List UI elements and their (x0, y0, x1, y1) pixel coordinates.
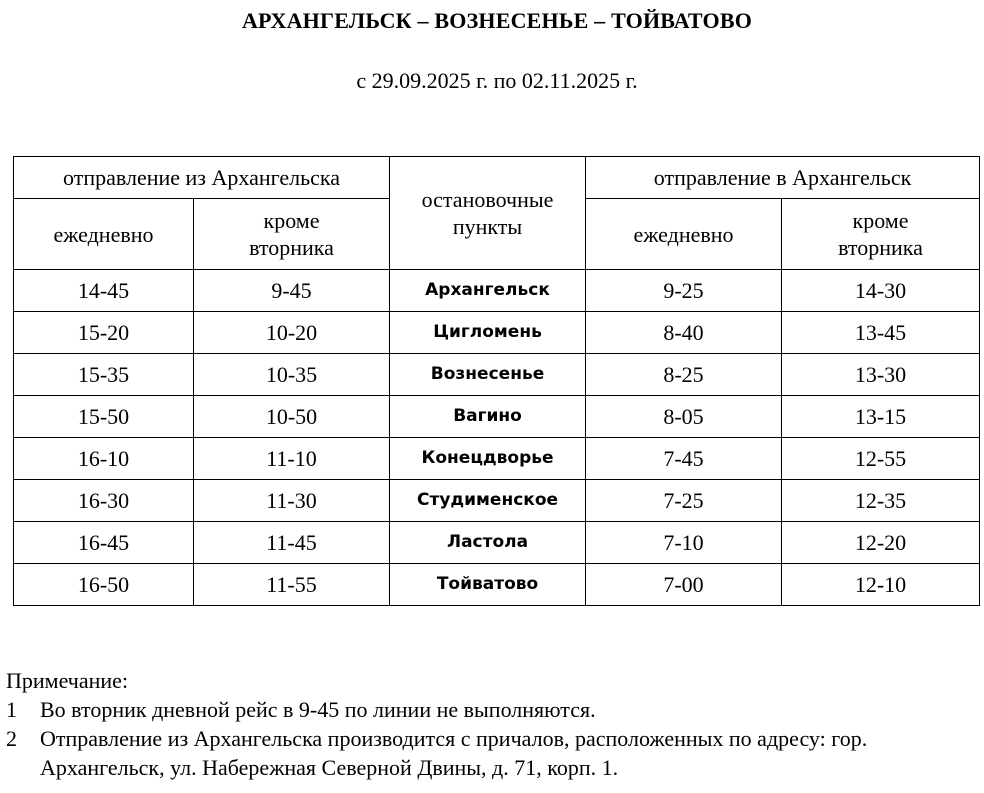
from-daily-time: 15-50 (14, 396, 194, 438)
schedule-body (14, 157, 980, 606)
to-except-tuesday-time: 12-35 (782, 480, 980, 522)
page-title: АРХАНГЕЛЬСК – ВОЗНЕСЕНЬЕ – ТОЙВАТОВО (241, 8, 753, 33)
from-except-tuesday-header: кроме вторника (194, 199, 390, 270)
to-except-tuesday-time: 12-10 (782, 564, 980, 606)
to-except-tuesday-header: кроме вторника (782, 199, 980, 270)
from-daily-time: 16-30 (14, 480, 194, 522)
from-daily-header: ежедневно (14, 199, 194, 270)
to-daily-time: 7-25 (586, 480, 782, 522)
from-except-tuesday-time: 10-50 (194, 396, 390, 438)
to-daily-time: 7-00 (586, 564, 782, 606)
note-number: 2 (6, 726, 17, 751)
to-daily-time: 7-45 (586, 438, 782, 480)
to-arkhangelsk-header: отправление в Архангельск (586, 157, 980, 199)
stop-name: Конецдворье (390, 438, 586, 480)
from-daily-time: 16-45 (14, 522, 194, 564)
to-except-tuesday-time: 14-30 (782, 270, 980, 312)
from-daily-time: 15-35 (14, 354, 194, 396)
to-except-tuesday-time: 13-45 (782, 312, 980, 354)
to-except-tuesday-time: 13-30 (782, 354, 980, 396)
note-number: 1 (6, 697, 17, 722)
from-except-tuesday-time: 10-35 (194, 354, 390, 396)
to-daily-header: ежедневно (586, 199, 782, 270)
stop-name: Архангельск (390, 270, 586, 312)
to-daily-time: 7-10 (586, 522, 782, 564)
stop-name: Вознесенье (390, 354, 586, 396)
table-row (14, 354, 980, 396)
note-item (6, 695, 984, 724)
from-except-tuesday-time: 10-20 (194, 312, 390, 354)
notes-section (6, 666, 984, 782)
table-row (14, 564, 980, 606)
table-row (14, 480, 980, 522)
table-row (14, 396, 980, 438)
table-row (14, 438, 980, 480)
stops-header: остановочные пункты (390, 157, 586, 270)
from-except-tuesday-time: 11-45 (194, 522, 390, 564)
from-except-tuesday-time: 11-55 (194, 564, 390, 606)
to-except-tuesday-time: 12-20 (782, 522, 980, 564)
schedule-table (13, 156, 980, 606)
stop-name: Вагино (390, 396, 586, 438)
notes-heading: Примечание: (6, 668, 129, 693)
stop-name: Цигломень (390, 312, 586, 354)
table-row (14, 312, 980, 354)
from-daily-time: 14-45 (14, 270, 194, 312)
to-daily-time: 8-40 (586, 312, 782, 354)
to-except-tuesday-time: 13-15 (782, 396, 980, 438)
from-daily-time: 16-10 (14, 438, 194, 480)
to-daily-time: 8-05 (586, 396, 782, 438)
from-daily-time: 16-50 (14, 564, 194, 606)
header-row-1 (14, 157, 980, 199)
note-item (6, 724, 984, 782)
table-row (14, 270, 980, 312)
note-text: Во вторник дневной рейс в 9-45 по линии не выполняются. (40, 697, 596, 722)
to-daily-time: 8-25 (586, 354, 782, 396)
to-daily-time: 9-25 (586, 270, 782, 312)
from-except-tuesday-time: 11-30 (194, 480, 390, 522)
schedule-period: с 29.09.2025 г. по 02.11.2025 г. (356, 68, 638, 93)
to-except-tuesday-time: 12-55 (782, 438, 980, 480)
stop-name: Студименское (390, 480, 586, 522)
stop-name: Тойватово (390, 564, 586, 606)
table-row (14, 522, 980, 564)
from-arkhangelsk-header: отправление из Архангельска (14, 157, 390, 199)
from-except-tuesday-time: 9-45 (194, 270, 390, 312)
note-text: Отправление из Архангельска производится с причалов, расположенных по адресу: гор. Архангельск, ул. Набережная Северной Двины, д. 71, корп. 1. (40, 726, 868, 780)
stop-name: Ластола (390, 522, 586, 564)
from-except-tuesday-time: 11-10 (194, 438, 390, 480)
from-daily-time: 15-20 (14, 312, 194, 354)
